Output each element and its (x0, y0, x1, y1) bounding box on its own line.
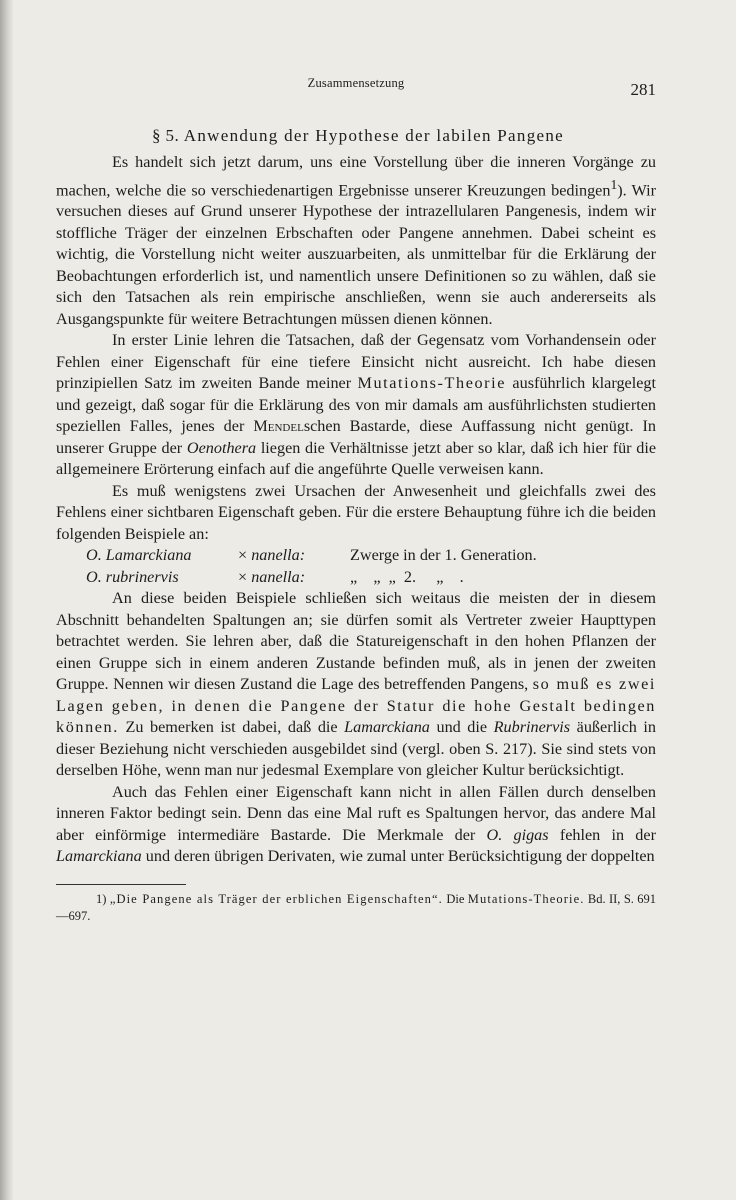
species-gigas: O. gigas (486, 825, 549, 844)
footnote-source-b: Bd. II, S. 691—697. (56, 891, 657, 923)
footnote-source-a: Die (446, 891, 465, 906)
paragraph-2-text-b: ausführlich klargelegt und gezeigt, daß sogar für die Erklärung des von mir damals am ausführlichsten studierten speziellen Falles, jenes der (56, 374, 657, 436)
example-result: Zwerge in der 1. Generation. (350, 546, 537, 565)
footnote-source-title: Mutations-Theorie. (467, 891, 585, 906)
cross-examples (56, 545, 656, 588)
book-page (56, 76, 656, 925)
paragraph-1 (56, 152, 656, 330)
paragraph-1-text-b: ). Wir versuchen dieses auf Grund unserer Hypothese der intrazellularen Pangenesis, indem wir stoffliche Träger der einzelnen Erbschaften oder Pangene annehmen. Dabei scheint es wichtig, die Vorstellung nicht weiter auszuarbeiten, als unmittelbar für die Erklärung der Beobachtungen erforderlich ist, und namentlich unsere Definitionen so zu wählen, daß sie sich den Tatsachen als rein empirische anschließen, wenn sie auch andererseits als Ausgangspunkte für weitere Betrachtungen müssen dienen können. (56, 180, 656, 328)
mutations-theorie-title: Mutations-Theorie (357, 374, 507, 393)
paragraph-4-text-d: äußerlich in dieser Beziehung nicht verschieden ausgebildet sind (vergl. oben S. 217). Sie sind stets von derselben Höhe, wenn man nur jedesmal Exemplare von gleicher Kultur berücksichtigt. (56, 718, 657, 780)
example-cross (238, 567, 350, 589)
footnote (56, 891, 656, 925)
paragraph-4-text-c: und die (436, 718, 488, 737)
example-parent: O. rubrinervis (86, 567, 179, 586)
example-parent: O. Lamarckiana (86, 546, 192, 565)
paragraph-2-text-a: In erster Linie lehren die Tatsachen, daß der Gegensatz vom Vorhandensein oder Fehlen einer Eigenschaft für eine tiefere Einsicht nicht ausreicht. Ich habe diesen prinzipiellen Satz im zweiten Bande meiner (56, 331, 656, 393)
genus-oenothera: Oenothera (186, 438, 257, 457)
paragraph-4 (56, 588, 656, 782)
page-header (56, 76, 656, 104)
paragraph-4-text-b: Zu bemerken ist dabei, daß die (125, 718, 338, 737)
scan-edge (0, 0, 14, 1200)
paragraph-5-text-c: und deren übrigen Derivaten, wie zumal unter Berücksichtigung der doppelten (145, 847, 655, 866)
body-text (56, 152, 656, 868)
species-rubrinervis: Rubrinervis (493, 718, 571, 737)
section-title: Anwendung der Hypothese der labilen Pangene (183, 126, 564, 145)
section-heading (56, 126, 656, 146)
paragraph-2-text-d: liegen die Verhältnisse jetzt aber so klar, daß ich hier für die allgemeinere Erörterung einfach auf die angeführte Quelle verweisen kann. (56, 438, 657, 479)
paragraph-2 (56, 330, 656, 481)
species-lamarckiana: Lamarckiana (344, 718, 430, 737)
paragraph-5-text-b: fehlen in der (559, 825, 656, 844)
footnote-marker: 1) (96, 891, 107, 906)
example-row (56, 567, 656, 589)
example-row (56, 545, 656, 567)
section-number: § 5. (152, 126, 180, 145)
paragraph-3: Es muß wenigstens zwei Ursachen der Anwesenheit und gleichfalls zwei des Fehlens einer sichtbaren Eigenschaft geben. Für die erstere Behauptung führe ich die beiden folgenden Beispiele an: (56, 481, 656, 543)
example-cross (238, 545, 350, 567)
footnote-text (56, 891, 656, 925)
paragraph-2-text-c: schen Bastarde, diese Auffassung nicht genügt. In unserer Gruppe der (56, 417, 656, 457)
footnote-divider (56, 884, 186, 885)
example-partner: nanella: (251, 567, 306, 586)
footnote-quote: „Die Pangene als Träger der erblichen Eigenschaften“. (109, 891, 443, 906)
footnote-ref: 1 (610, 176, 618, 192)
emphasized-statement: so muß es zwei Lagen geben, in denen die Pangene der Statur die hohe Gestalt bedingen können. (56, 675, 656, 737)
paragraph-1-text-a: Es handelt sich jetzt darum, uns eine Vorstellung über die inneren Vorgänge zu machen, welche die so verschiedenartigen Ergebnisse unserer Kreuzungen bedingen (56, 153, 656, 199)
species-lamarckiana: Lamarckiana (56, 847, 142, 866)
page-number: 281 (630, 80, 656, 99)
cross-symbol: × (238, 567, 248, 586)
paragraph-4-text-a: An diese beiden Beispiele schließen sich weitaus die meisten der in diesem Abschnitt behandelten Spaltungen an; sie dürfen somit als Vertreter zweier Haupttypen betrachtet werden. Sie lehren aber, daß die Statureigenschaft in den hohen Pflanzen der einen Gruppe sich in einem anderen Zustande befinden muß, als in jenen der zweiten Gruppe. Nennen wir diesen Zustand die Lage des betreffenden Pangens, (56, 589, 656, 694)
example-partner: nanella: (251, 546, 306, 565)
example-result: „ „ „ 2. „ . (350, 567, 464, 586)
cross-symbol: × (238, 546, 248, 565)
paragraph-5 (56, 782, 656, 868)
running-title: Zusammensetzung (307, 76, 405, 90)
author-mendel: Mendel (253, 417, 304, 436)
paragraph-5-text-a: Auch das Fehlen einer Eigenschaft kann nicht in allen Fällen durch denselben inneren Faktor bedingt sein. Denn das eine Mal ruft es Spaltungen hervor, das andere Mal aber einförmige intermediäre Bastarde. Die Merkmale der (56, 782, 656, 844)
